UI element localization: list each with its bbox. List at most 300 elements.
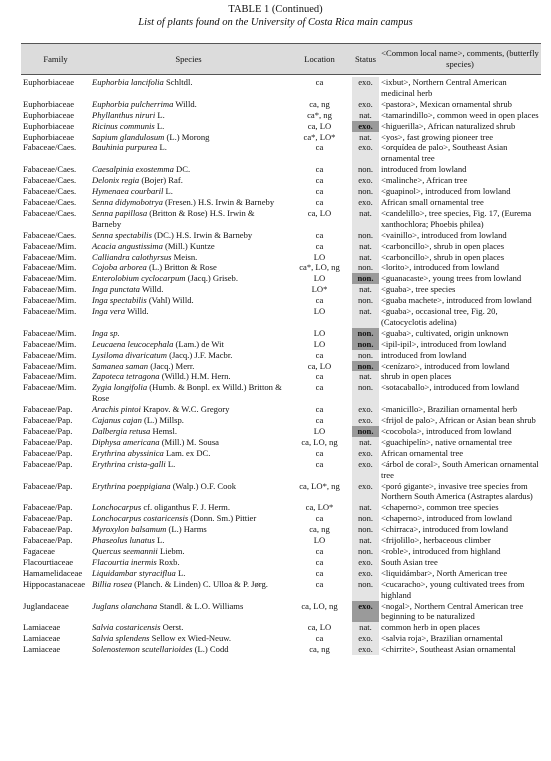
status-cell: non. [352,273,379,284]
table-row [21,175,541,186]
table-row [21,557,541,568]
location-cell: ca [315,633,324,644]
species-cell [90,99,287,110]
location-cell: ca, ng [309,644,330,655]
common-name-cell: introduced from lowland [381,349,467,360]
species-name: Delonix regia [92,175,140,186]
status-cell: non. [352,361,379,372]
location-cell: LO* [311,284,328,295]
species-name: Euphorbia pulcherrima [92,98,174,109]
status-cell: exo. [352,197,379,208]
common-name-cell: <guapinol>, introduced from lowland [381,186,511,197]
species-cell [90,524,287,535]
location-cell: ca [315,349,324,360]
species-author: L. [163,186,173,197]
common-name-cell: shrub in open places [381,371,452,382]
species-name: Billia rosea [92,578,133,589]
family-cell: Fabaceae/Pap. [23,513,73,524]
status-cell: exo. [352,568,379,579]
family-cell: Fabaceae/Mim. [23,262,77,273]
location-cell: ca [315,458,324,469]
common-name-cell: <guachipelín>, native ornamental tree [381,436,512,447]
location-cell: ca [315,186,324,197]
species-name: Salvia splendens [92,633,150,644]
species-author: (Donn. Sm.) Pittier [188,513,257,524]
common-name-cell: <frijolillo>, herbaceous climber [381,535,491,546]
table-row [21,295,541,306]
family-cell: Fabaceae/Pap. [23,524,73,535]
location-cell: ca, LO [307,360,332,371]
family-cell: Euphorbiaceae [23,77,75,87]
common-name-cell: <pastora>, Mexican ornamental shrub [381,98,512,109]
status-cell: non. [352,382,379,404]
table-row [21,339,541,350]
species-author: (L.) Morong [164,131,210,142]
header-status: Status [352,44,379,75]
species-name: Arachis pintoi [92,404,141,415]
location-cell: ca, LO*, ng [299,480,340,491]
common-name-cell: <nogal>, Northern Central American tree beginning to be naturalized [381,600,524,622]
status-cell: non. [352,262,379,273]
species-name: Solenostemon scutellarioides [92,644,193,655]
table-row [21,644,541,655]
location-cell: ca [315,142,324,153]
location-cell: LO [313,338,326,349]
family-cell: Juglandaceae [23,600,69,611]
status-cell: exo. [352,77,379,99]
common-name-cell: <carboncillo>, shrub in open places [381,240,505,251]
location-cell: ca [315,164,324,175]
species-cell [90,273,287,284]
status-cell: non. [352,513,379,524]
status-cell: nat. [352,110,379,121]
family-cell: Fabaceae/Mim. [23,327,77,338]
species-cell [90,579,287,601]
family-cell: Fabaceae/Caes. [23,229,77,240]
location-cell: ca, LO, ng [301,436,338,447]
species-name: Zapoteca tetragona [92,371,160,382]
common-name-cell: <sotacaballo>, introduced from lowland [381,382,520,393]
family-cell: Fabaceae/Mim. [23,360,77,371]
species-cell [90,448,287,459]
species-author: (Bojer) Raf. [139,175,183,186]
family-cell: Euphorbiaceae [23,109,75,120]
status-cell: exo. [352,459,379,481]
species-author: Oerst. [160,622,184,633]
location-cell: ca [315,545,324,556]
species-cell [90,142,287,164]
status-cell: exo. [352,557,379,568]
table-title: TABLE 1 (Continued) [228,4,323,15]
species-author: Hemsl. [150,426,178,436]
species-author: L. [154,535,165,546]
species-cell [90,121,287,132]
species-cell [90,415,287,426]
location-cell: LO [313,426,326,436]
location-cell: ca [315,295,324,306]
location-cell: ca, ng [309,98,330,109]
common-name-cell: <ixbut>, Northern Central American medicinal herb [381,77,507,98]
species-cell [90,252,287,263]
location-cell: ca [315,513,324,524]
species-cell [90,546,287,557]
species-cell [90,502,287,513]
location-cell: ca, LO* [305,502,334,513]
common-name-cell: <árbol de coral>, South American ornamental tree [381,458,539,480]
species-name: Calliandra calothyrsus [92,251,172,262]
species-name: Ricinus communis [92,120,155,131]
species-author: Sellow ex Wied-Neuw. [149,633,232,644]
family-cell: Lamiaceae [23,633,61,644]
species-cell [90,262,287,273]
location-cell: ca, LO [307,622,332,633]
family-cell: Fabaceae/Pap. [23,436,73,447]
species-author: Willd. [125,306,149,317]
species-cell [90,426,287,437]
common-name-cell: African ornamental tree [381,447,464,458]
family-cell: Fabaceae/Caes. [23,196,77,207]
species-name: Senna papillosa [92,207,148,218]
family-cell: Lamiaceae [23,622,61,633]
family-cell: Fabaceae/Pap. [23,447,73,458]
table-row [21,262,541,273]
location-cell: LO [313,535,326,546]
status-cell: exo. [352,404,379,415]
status-cell: exo. [352,448,379,459]
species-author: Lam. ex DC. [163,447,211,458]
species-cell [90,644,287,655]
table-row [21,230,541,241]
species-name: Lysiloma divaricatum [92,349,167,360]
table-row [21,77,541,99]
family-cell: Fabaceae/Pap. [23,404,73,415]
species-cell [90,568,287,579]
species-author: (Mill.) M. Sousa [159,436,219,447]
table-row [21,328,541,339]
species-name: Erythrina abyssinica [92,447,164,458]
table-row [21,252,541,263]
species-cell [90,535,287,546]
table-row [21,164,541,175]
species-author: (L.) Millsp. [141,415,184,426]
common-name-cell: <roble>, introduced from highland [381,545,501,556]
table-row [21,208,541,230]
species-author: Willd. [139,284,164,295]
common-name-cell: <guaba>, tree species [381,284,456,295]
family-cell: Fabaceae/Mim. [23,284,77,295]
species-name: Salvia costaricensis [92,622,161,633]
species-cell [90,230,287,241]
location-cell: ca, ng [309,524,330,535]
species-name: Erythrina poeppigiana [92,480,171,491]
species-name: Lonchocarpus [92,502,142,513]
species-name: Zygia longifolia [92,382,148,393]
family-cell: Euphorbiaceae [23,131,75,142]
species-author: DC. [173,164,191,175]
family-cell: Fabaceae/Caes. [23,142,77,153]
species-author: L. [165,458,176,469]
common-name-cell: <higuerilla>, African naturalized shrub [381,120,516,131]
table-row [21,371,541,382]
table-row [21,361,541,372]
species-cell [90,404,287,415]
common-name-cell: <ipil-ipil>, introduced from lowland [381,338,507,349]
location-cell: LO [313,251,326,262]
species-cell [90,284,287,295]
species-name: Flacourtia inermis [92,556,157,567]
table-row [21,426,541,437]
family-cell: Hamamelidaceae [23,567,83,578]
species-name: Juglans olanchana [92,600,158,611]
location-cell: ca, LO [307,207,332,218]
species-author: (Humb. & Bonpl. ex Willd.) Britton & Rose [92,382,282,404]
location-cell: ca, LO [307,120,332,131]
species-cell [90,513,287,524]
table-row [21,197,541,208]
common-name-cell: <guaba>, cultivated, origin unknown [381,327,509,338]
species-name: Inga punctata [92,284,140,295]
species-author: (L.) Codd [192,644,229,655]
species-author: L. [155,109,165,120]
location-cell: ca [315,196,324,207]
table-row [21,415,541,426]
species-name: Leucaena leucocephala [92,338,174,349]
species-author: (Jacq.) Griseb. [185,273,238,284]
location-cell: ca [315,447,324,458]
species-name: Quercus seemannii [92,545,158,556]
location-cell: ca, LO, ng [301,600,338,611]
status-cell: nat. [352,132,379,143]
location-cell: LO [313,327,326,338]
common-name-cell: introduced from lowland [381,164,467,175]
species-cell [90,437,287,448]
location-cell: ca*, ng [307,109,332,120]
species-author: (Jacq.) Merr. [148,360,195,371]
status-cell: non. [352,186,379,197]
location-cell: ca [315,578,324,589]
species-cell [90,164,287,175]
common-name-cell: <tamarindillo>, common weed in open places [381,109,539,120]
status-cell: non. [352,230,379,241]
status-cell: non. [352,426,379,437]
family-cell: Fabaceae/Mim. [23,349,77,360]
species-author: (Walp.) O.F. Cook [170,480,237,491]
table-row [21,121,541,132]
species-cell [90,459,287,481]
species-cell [90,328,287,339]
table-row [21,535,541,546]
table-row [21,513,541,524]
species-cell [90,371,287,382]
species-cell [90,601,287,623]
family-cell: Fabaceae/Pap. [23,415,73,426]
table-row [21,99,541,110]
common-name-cell: <guanacaste>, young trees from lowland [381,273,522,284]
species-cell [90,339,287,350]
status-cell: nat. [352,241,379,252]
species-cell [90,622,287,633]
species-author: (Vahl) Willd. [146,295,194,306]
common-name-cell: <frijol de palo>, African or Asian bean shrub [381,415,536,426]
plants-table [21,43,541,655]
family-cell: Fabaceae/Caes. [23,164,77,175]
common-name-cell: <chaperno>, introduced from lowland [381,513,512,524]
common-name-cell: <yos>, fast growing pioneer tree [381,131,494,142]
family-cell: Fabaceae/Mim. [23,371,77,382]
species-name: Acacia angustissima [92,240,163,251]
species-name: Samanea saman [92,360,149,371]
species-author: (Fresen.) H.S. Irwin & Barneby [162,196,275,207]
species-author: Meisn. [171,251,198,262]
species-author: Schltdl. [163,77,193,87]
table-row [21,601,541,623]
species-author: L. [175,567,186,578]
common-name-cell: <cocobola>, introduced from lowland [381,426,512,436]
species-cell [90,175,287,186]
common-name-cell: <orquídea de palo>, Southeast Asian ornamental tree [381,142,508,164]
common-name-cell: <poró gigante>, invasive tree species from Northern South America (Astraptes alardus) [381,480,533,502]
table-row [21,481,541,503]
location-cell: ca*, LO, ng [299,262,340,273]
status-cell: nat. [352,252,379,263]
status-cell: exo. [352,601,379,623]
common-name-cell: <malinche>, African tree [381,175,468,186]
location-cell: ca [315,415,324,426]
common-name-cell: <candelillo>, tree species, Fig. 17, (Eurema xanthochlora; Phoebis philea) [381,207,532,229]
location-cell: LO [313,273,326,284]
species-cell [90,306,287,328]
species-name: Inga sp. [92,327,120,338]
location-cell: ca [315,240,324,251]
location-cell: ca [315,77,324,87]
family-cell: Fabaceae/Pap. [23,480,73,491]
common-name-cell: <chaperno>, common tree species [381,502,499,513]
family-cell: Fabaceae/Caes. [23,207,77,218]
table-row [21,546,541,557]
status-cell: exo. [352,142,379,164]
table-row [21,241,541,252]
location-cell: ca [315,404,324,415]
species-name: Sapium glandulosum [92,131,165,142]
species-cell [90,481,287,503]
species-author: (Willd.) H.M. Hern. [159,371,231,382]
status-cell: nat. [352,284,379,295]
table-row [21,350,541,361]
family-cell: Fabaceae/Mim. [23,295,77,306]
location-cell: ca [315,567,324,578]
species-cell [90,382,287,404]
family-cell: Fabaceae/Mim. [23,251,77,262]
status-cell: exo. [352,481,379,503]
species-name: Enterolobium cyclocarpum [92,273,186,284]
status-cell: non. [352,579,379,601]
table-row [21,142,541,164]
table-header [21,44,541,75]
status-cell: exo. [352,633,379,644]
header-common-name: <Common local name>, comments, (butterfly species) [379,44,541,75]
species-name: Myroxylon balsamum [92,524,167,535]
common-name-cell: <manicillo>, Brazilian ornamental herb [381,404,518,415]
species-name: Inga vera [92,306,126,317]
table-row [21,459,541,481]
table-row [21,404,541,415]
status-cell: nat. [352,502,379,513]
family-cell: Fabaceae/Mim. [23,240,77,251]
status-cell: exo. [352,121,379,132]
common-name-cell: <salvia roja>, Brazilian ornamental [381,633,503,644]
species-name: Senna didymobotrya [92,196,163,207]
status-cell: non. [352,164,379,175]
species-cell [90,557,287,568]
species-author: (Britton & Rose) H.S. Irwin & Barneby [92,207,255,229]
common-name-cell: <liquidámbar>, North American tree [381,567,508,578]
table-row [21,382,541,404]
species-cell [90,186,287,197]
species-name: Cajanus cajan [92,415,142,426]
status-cell: nat. [352,622,379,633]
status-cell: exo. [352,415,379,426]
family-cell: Fabaceae/Mim. [23,273,77,284]
species-name: Inga spectabilis [92,295,147,306]
species-name: Senna spectabilis [92,229,152,240]
species-author: (Jacq.) J.F. Macbr. [166,349,233,360]
location-cell: LO [313,306,326,317]
location-cell: ca*, LO* [303,131,336,142]
species-cell [90,350,287,361]
location-cell: ca [315,556,324,567]
species-author: (L.) Britton & Rose [146,262,217,273]
species-author: (L.) Harms [166,524,207,535]
common-name-cell: <guaba>, occasional tree, Fig. 20, (Catocyclotis adelina) [381,306,498,327]
species-name: Phaseolus lunatus [92,535,155,546]
family-cell: Hippocastanaceae [23,578,86,589]
family-cell: Fabaceae/Mim. [23,338,77,349]
table-row [21,502,541,513]
species-cell [90,77,287,99]
status-cell: non. [352,350,379,361]
species-cell [90,110,287,121]
common-name-cell: African small ornamental tree [381,196,484,207]
family-cell: Fabaceae/Caes. [23,186,77,197]
species-cell [90,295,287,306]
family-cell: Fabaceae/Pap. [23,535,73,546]
status-cell: nat. [352,535,379,546]
family-cell: Fabaceae/Pap. [23,502,73,513]
family-cell: Euphorbiaceae [23,120,75,131]
family-cell: Fabaceae/Mim. [23,306,77,317]
status-cell: exo. [352,99,379,110]
species-name: Phyllanthus niruri [92,109,156,120]
species-author: Krapov. & W.C. Gregory [140,404,230,415]
table-row [21,110,541,121]
species-cell [90,197,287,208]
common-name-cell: <cucaracho>, young cultivated trees from highland [381,578,525,600]
species-cell [90,361,287,372]
status-cell: nat. [352,306,379,328]
location-cell: ca [315,175,324,186]
species-name: Liquidambar styraciflua [92,567,176,578]
species-author: Standl. & L.O. Williams [157,600,244,611]
table-row [21,633,541,644]
header-location: Location [287,44,352,75]
status-cell: non. [352,524,379,535]
species-cell [90,241,287,252]
species-name: Euphorbia lancifolia [92,77,164,87]
species-name: Bauhinia purpurea [92,142,158,153]
species-name: Hymenaea courbaril [92,186,164,197]
common-name-cell: <lorito>, introduced from lowland [381,262,500,273]
status-cell: non. [352,546,379,557]
